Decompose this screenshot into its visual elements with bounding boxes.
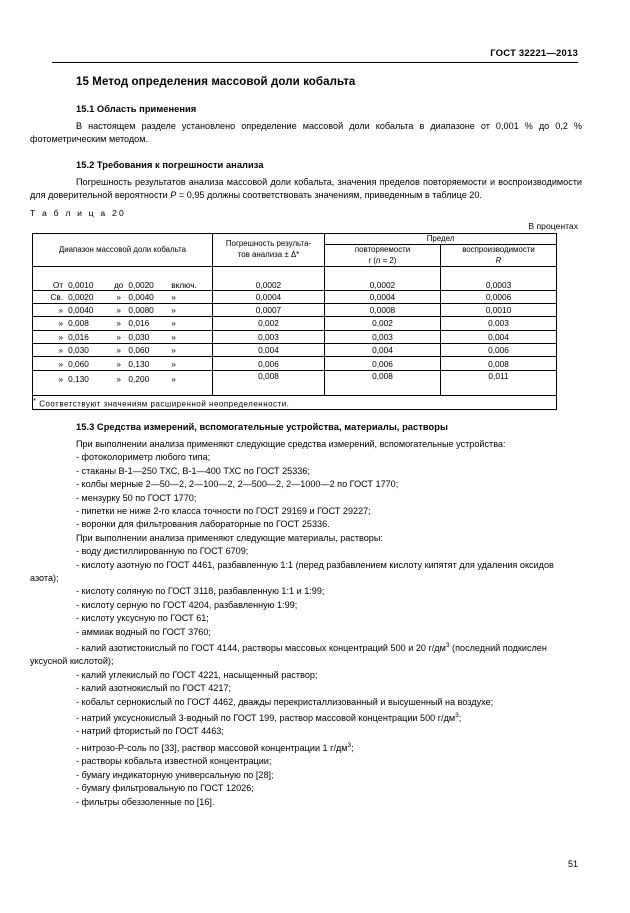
table-row: [33, 303, 557, 316]
list-item: - натрий уксуснокислый 3-водный по ГОСТ 199, раствор массовой концентрации 500 $г/дм^3$;: [76, 712, 462, 724]
paragraph-materials-intro: При выполнении анализа применяют следующие материалы, растворы:: [76, 532, 383, 543]
range-suffix: »: [171, 373, 176, 384]
cell-range: [33, 344, 213, 357]
list-item: - кобальт сернокислый по ГОСТ 4462, дважды перекристаллизованный и высушенный на воздухе;: [76, 696, 494, 707]
range-prefix: »: [58, 331, 64, 342]
cell-repeatability: 0,006: [325, 357, 441, 370]
list-item: - нитрозо-Р-соль по [33], раствор массовой концентрации 1 $г/дм^3$;: [76, 741, 354, 753]
range-prefix: »: [58, 358, 64, 369]
list-item: - натрий фтористый по ГОСТ 4463;: [76, 726, 224, 737]
col-header-repeatability-line1: повторяемости: [354, 245, 411, 255]
range-prefix: »: [58, 305, 64, 316]
range-lower: 0,008: [68, 318, 89, 329]
cell-repeatability: 0,008: [325, 370, 441, 395]
range-upper: 0,030: [128, 331, 150, 342]
cell-error: 0,006: [213, 357, 325, 370]
range-lower: 0,0040: [68, 305, 94, 316]
range-suffix: »: [171, 345, 176, 356]
list-item: - кислоту серную по ГОСТ 4204, разбавленную 1:99;: [76, 599, 298, 610]
range-lower: 0,030: [68, 345, 89, 356]
cell-repeatability: 0,004: [325, 344, 441, 357]
paragraph-15-1: В настоящем разделе установлено определение массовой доли кобальта в диапазоне от 0,001 % до 0,2 % фотометрическим методом.: [30, 121, 582, 145]
list-item: - фильтры обеззоленные по [16].: [76, 796, 215, 807]
cell-error: 0,004: [213, 344, 325, 357]
page-title: 15 Метод определения массовой доли кобальта: [76, 76, 356, 88]
list-item: - калий азотнокислый по ГОСТ 4217;: [76, 683, 232, 694]
list-item: - калий азотистокислый по ГОСТ 4144, растворы массовых концентраций 500 и 20 $г/дм^3$ (последний подкислен уксусной кислотой);: [30, 641, 547, 667]
list-item: - воронки для фильтрования лабораторные по ГОСТ 25336.: [76, 519, 330, 530]
cell-repeatability: 0,0004: [325, 290, 441, 303]
range-suffix: »: [171, 331, 176, 342]
page-content: [30, 76, 582, 809]
col-header-reproducibility-line2: R: [495, 255, 502, 265]
cell-reproducibility: 0,0003: [441, 267, 557, 290]
range-prefix: »: [58, 345, 64, 356]
range-separator: до: [113, 279, 124, 290]
range-lower: 0,016: [68, 331, 89, 342]
table-row: [33, 290, 557, 303]
list-item: - кислоту уксусную по ГОСТ 61;: [76, 613, 209, 624]
materials-list: [30, 545, 582, 809]
col-header-repeatability: [325, 245, 441, 267]
col-header-limit: Предел: [325, 233, 557, 245]
list-item: - пипетки не ниже 2-го класса точности по ГОСТ 29169 и ГОСТ 29227;: [76, 505, 371, 516]
range-upper: 0,0080: [128, 305, 154, 316]
range-suffix: »: [171, 305, 176, 316]
cell-range: [33, 317, 213, 330]
heading-15-1: 15.1 Область применения: [76, 104, 197, 114]
list-item: - стаканы В-1—250 ТХС, В-1—400 ТХС по ГОСТ 25336;: [76, 465, 310, 476]
cell-reproducibility: 0,004: [441, 330, 557, 343]
range-suffix: »: [171, 318, 176, 329]
table-body: [33, 267, 557, 396]
list-item: - мензурку 50 по ГОСТ 1770;: [76, 492, 197, 503]
equipment-list: [30, 451, 582, 531]
table-row: [33, 267, 557, 290]
col-header-range: Диапазон массовой доли кобальта: [33, 233, 213, 267]
cell-repeatability: 0,0002: [325, 267, 441, 290]
cell-error: 0,0002: [213, 267, 325, 290]
cell-range: [33, 290, 213, 303]
cell-reproducibility: 0,0010: [441, 303, 557, 316]
table-footnote: [33, 396, 557, 410]
range-separator: »: [116, 291, 121, 302]
range-upper: 0,060: [128, 345, 150, 356]
col-header-error: [213, 233, 325, 267]
cell-range: [33, 267, 213, 290]
cell-error: 0,002: [213, 317, 325, 330]
range-upper: 0,016: [128, 318, 150, 329]
col-header-error-line1: Погрешность результа-: [225, 239, 312, 249]
heading-15-2: 15.2 Требования к погрешности анализа: [76, 159, 264, 170]
list-item: - калий углекислый по ГОСТ 4221, насыщенный раствор;: [76, 669, 318, 680]
list-item: - растворы кобальта известной концентрации;: [76, 756, 272, 767]
cell-range: [33, 303, 213, 316]
col-header-error-line2: тов анализа ± Δ*: [237, 249, 300, 259]
range-prefix: »: [58, 318, 64, 329]
col-header-reproducibility-line1: воспроизводимости: [462, 245, 535, 255]
cell-range: [33, 357, 213, 370]
table-footnote-row: [33, 396, 557, 410]
footnote-marker: *: [33, 396, 37, 406]
range-upper: 0,0020: [128, 279, 154, 290]
list-item: - бумагу фильтровальную по ГОСТ 12026;: [76, 783, 254, 794]
range-upper: 0,130: [128, 358, 150, 369]
cell-error: 0,0007: [213, 303, 325, 316]
range-separator: »: [116, 318, 121, 329]
list-item: - колбы мерные 2—50—2, 2—100—2, 2—500—2, 2—1000—2 по ГОСТ 1770;: [76, 479, 399, 490]
list-item: - кислоту азотную по ГОСТ 4461, разбавленную 1:1 (перед разбавлением кислоту кипятят для удаления оксидов азота);: [30, 559, 554, 583]
standard-header: ГОСТ 32221—2013: [490, 48, 578, 59]
range-upper: 0,0040: [128, 291, 154, 302]
list-item: - аммиак водный по ГОСТ 3760;: [76, 626, 211, 637]
heading-15-3: 15.3 Средства измерений, вспомогательные устройства, материалы, растворы: [76, 421, 448, 432]
cell-reproducibility: 0,008: [441, 357, 557, 370]
range-separator: »: [116, 373, 121, 384]
col-header-repeatability-line2: r (n = 2): [368, 255, 397, 265]
range-separator: »: [116, 305, 121, 316]
table-row: [33, 370, 557, 395]
range-lower: 0,0010: [68, 279, 94, 290]
table-row: [33, 330, 557, 343]
table-header-row-1: [33, 233, 557, 245]
table-units-label: В процентах: [528, 220, 578, 231]
col-header-reproducibility: [441, 245, 557, 267]
cell-range: [33, 370, 213, 395]
list-item: - бумагу индикаторную универсальную по [28];: [76, 769, 274, 780]
list-item: - воду дистиллированную по ГОСТ 6709;: [76, 546, 249, 557]
table-caption: Т а б л и ц а 20: [30, 207, 126, 218]
range-separator: »: [116, 358, 121, 369]
table-row: [33, 357, 557, 370]
cell-reproducibility: 0,003: [441, 317, 557, 330]
cell-reproducibility: 0,006: [441, 344, 557, 357]
cell-error: 0,0004: [213, 290, 325, 303]
range-upper: 0,200: [128, 373, 150, 384]
list-item: - фотоколориметр любого типа;: [76, 452, 211, 463]
table-row: [33, 344, 557, 357]
cell-repeatability: 0,0008: [325, 303, 441, 316]
header-rule: [52, 62, 578, 63]
footnote-text: Соответствуют значениям расширенной неопределенности.: [39, 399, 290, 409]
range-lower: 0,060: [68, 358, 89, 369]
cell-repeatability: 0,002: [325, 317, 441, 330]
paragraph-15-2: Погрешность результатов анализа массовой доли кобальта, значения пределов повторяемости и воспроизводимости для доверительной вероятности P = 0,95 должны соответствовать значениям, приведенным в таблице 20.: [30, 176, 582, 201]
cell-error: 0,008: [213, 370, 325, 395]
paragraph-equipment-intro: При выполнении анализа применяют следующие средства измерений, вспомогательные устройства:: [76, 438, 506, 449]
range-suffix: »: [171, 291, 176, 302]
page-number: 51: [567, 859, 578, 869]
cell-repeatability: 0,003: [325, 330, 441, 343]
range-separator: »: [116, 345, 121, 356]
cell-reproducibility: 0,0006: [441, 290, 557, 303]
range-suffix: включ.: [171, 279, 197, 290]
range-separator: »: [116, 331, 121, 342]
range-suffix: »: [171, 358, 176, 369]
cell-reproducibility: 0,011: [441, 370, 557, 395]
list-item: - кислоту соляную по ГОСТ 3118, разбавленную 1:1 и 1:99;: [76, 586, 325, 597]
range-lower: 0,130: [68, 373, 89, 384]
range-lower: 0,0020: [68, 291, 94, 302]
cell-range: [33, 330, 213, 343]
precision-table: [32, 233, 557, 410]
range-prefix: Св.: [50, 291, 64, 302]
cell-error: 0,003: [213, 330, 325, 343]
table-row: [33, 317, 557, 330]
range-prefix: »: [58, 373, 64, 384]
range-prefix: От: [52, 279, 64, 290]
